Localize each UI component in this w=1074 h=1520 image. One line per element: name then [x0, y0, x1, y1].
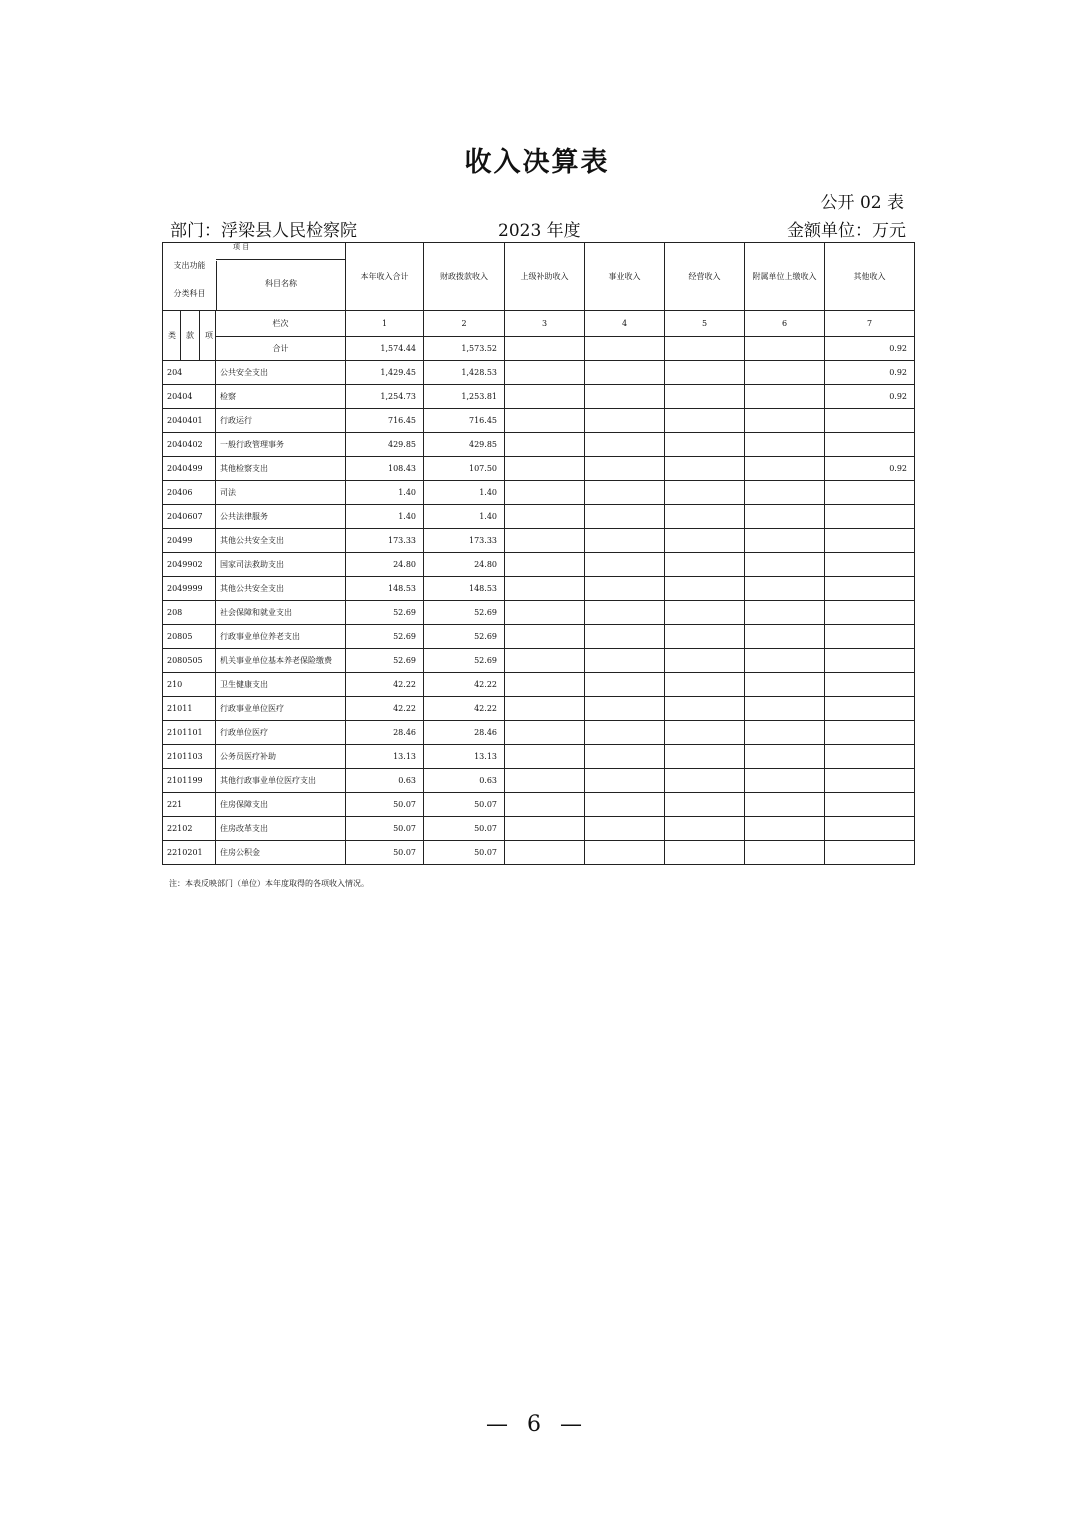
row-c1: 50.07 [346, 793, 424, 817]
row-name: 公共安全支出 [216, 361, 346, 385]
row-c2: 52.69 [424, 649, 505, 673]
year-label: 2023 年度 [498, 221, 581, 241]
row-c4 [585, 625, 665, 649]
row-c7 [825, 697, 915, 721]
row-c4 [585, 457, 665, 481]
header-row [163, 243, 915, 311]
row-c6 [745, 769, 825, 793]
row-code: 2040607 [163, 505, 216, 529]
row-name: 行政运行 [216, 409, 346, 433]
row-c1: 1,429.45 [346, 361, 424, 385]
table-row [163, 505, 915, 529]
row-c1: 0.63 [346, 769, 424, 793]
lanci-label: 栏次 [216, 311, 346, 337]
row-code: 22102 [163, 817, 216, 841]
table-row [163, 385, 915, 409]
row-c1: 148.53 [346, 577, 424, 601]
col-header-2: 财政拨款收入 [424, 243, 505, 311]
total-c6 [745, 337, 825, 361]
col-number-1: 1 [346, 311, 424, 337]
row-c2: 429.85 [424, 433, 505, 457]
total-c2: 1,573.52 [424, 337, 505, 361]
row-c2: 13.13 [424, 745, 505, 769]
row-c1: 173.33 [346, 529, 424, 553]
row-name: 机关事业单位基本养老保险缴费 [216, 649, 346, 673]
row-c6 [745, 673, 825, 697]
row-c5 [665, 553, 745, 577]
row-c4 [585, 673, 665, 697]
row-c2: 42.22 [424, 697, 505, 721]
row-c4 [585, 793, 665, 817]
row-c2: 0.63 [424, 769, 505, 793]
row-code: 20805 [163, 625, 216, 649]
row-code: 20499 [163, 529, 216, 553]
table-row [163, 457, 915, 481]
row-c1: 24.80 [346, 553, 424, 577]
row-c6 [745, 481, 825, 505]
row-code: 21011 [163, 697, 216, 721]
table-row [163, 625, 915, 649]
row-name: 卫生健康支出 [216, 673, 346, 697]
table-row [163, 745, 915, 769]
col-header-6: 附属单位上缴收入 [745, 243, 825, 311]
lei-kuan-xiang-cell [163, 311, 216, 361]
row-c7 [825, 505, 915, 529]
row-c3 [505, 457, 585, 481]
table-row [163, 793, 915, 817]
kuan-label: 款 [186, 331, 194, 340]
row-c6 [745, 625, 825, 649]
row-name: 行政事业单位养老支出 [216, 625, 346, 649]
row-c3 [505, 553, 585, 577]
row-c5 [665, 409, 745, 433]
row-c3 [505, 769, 585, 793]
row-c5 [665, 745, 745, 769]
row-code: 2080505 [163, 649, 216, 673]
row-c3 [505, 505, 585, 529]
table-row [163, 529, 915, 553]
row-code: 20406 [163, 481, 216, 505]
table-row [163, 841, 915, 865]
header-func-line1: 支出功能 [173, 261, 206, 270]
total-c5 [665, 337, 745, 361]
row-name: 住房改革支出 [216, 817, 346, 841]
row-c4 [585, 721, 665, 745]
lanci-row [163, 311, 915, 337]
row-c1: 429.85 [346, 433, 424, 457]
row-c2: 173.33 [424, 529, 505, 553]
form-code: 公开 02 表 [820, 193, 904, 213]
row-c6 [745, 433, 825, 457]
row-c2: 1.40 [424, 505, 505, 529]
row-c4 [585, 745, 665, 769]
row-c7 [825, 553, 915, 577]
total-label: 合计 [216, 337, 346, 361]
row-c5 [665, 697, 745, 721]
row-c4 [585, 361, 665, 385]
row-c4 [585, 433, 665, 457]
row-c4 [585, 577, 665, 601]
row-c6 [745, 793, 825, 817]
row-code: 2101101 [163, 721, 216, 745]
row-code: 2210201 [163, 841, 216, 865]
department-label: 部门：浮梁县人民检察院 [170, 221, 357, 241]
row-name: 检察 [216, 385, 346, 409]
row-c5 [665, 649, 745, 673]
row-c6 [745, 529, 825, 553]
row-name: 住房保障支出 [216, 793, 346, 817]
table-row [163, 697, 915, 721]
row-c2: 50.07 [424, 817, 505, 841]
row-code: 2101199 [163, 769, 216, 793]
row-name: 其他检察支出 [216, 457, 346, 481]
row-c3 [505, 625, 585, 649]
row-c5 [665, 673, 745, 697]
row-c1: 28.46 [346, 721, 424, 745]
row-name: 其他公共安全支出 [216, 529, 346, 553]
row-name: 公务员医疗补助 [216, 745, 346, 769]
row-c3 [505, 745, 585, 769]
row-c1: 1,254.73 [346, 385, 424, 409]
row-name: 一般行政管理事务 [216, 433, 346, 457]
row-c1: 52.69 [346, 625, 424, 649]
row-c4 [585, 409, 665, 433]
row-c3 [505, 529, 585, 553]
row-name: 住房公积金 [216, 841, 346, 865]
row-c2: 28.46 [424, 721, 505, 745]
page-number: — 6 — [486, 1412, 588, 1437]
row-c3 [505, 673, 585, 697]
header-func-line2: 分类科目 [173, 289, 206, 298]
row-c4 [585, 553, 665, 577]
row-c7: 0.92 [825, 361, 915, 385]
row-c1: 1.40 [346, 505, 424, 529]
row-c7 [825, 529, 915, 553]
col-header-5: 经营收入 [665, 243, 745, 311]
row-c2: 52.69 [424, 601, 505, 625]
total-c4 [585, 337, 665, 361]
row-code: 2101103 [163, 745, 216, 769]
row-c6 [745, 721, 825, 745]
col-number-7: 7 [825, 311, 915, 337]
row-c5 [665, 385, 745, 409]
header-xiangmu: 项 目 [233, 243, 250, 251]
table-row [163, 361, 915, 385]
row-c7 [825, 481, 915, 505]
row-c3 [505, 361, 585, 385]
row-c6 [745, 505, 825, 529]
table-row [163, 673, 915, 697]
row-c2: 50.07 [424, 841, 505, 865]
row-c5 [665, 433, 745, 457]
row-c4 [585, 649, 665, 673]
total-row [163, 337, 915, 361]
row-c4 [585, 817, 665, 841]
row-c2: 148.53 [424, 577, 505, 601]
row-name: 国家司法救助支出 [216, 553, 346, 577]
col-number-6: 6 [745, 311, 825, 337]
row-c2: 52.69 [424, 625, 505, 649]
row-c4 [585, 385, 665, 409]
row-c2: 50.07 [424, 793, 505, 817]
row-c5 [665, 361, 745, 385]
row-c7 [825, 649, 915, 673]
row-c7 [825, 769, 915, 793]
row-c4 [585, 601, 665, 625]
row-c6 [745, 649, 825, 673]
row-name: 司法 [216, 481, 346, 505]
row-c1: 108.43 [346, 457, 424, 481]
row-c6 [745, 409, 825, 433]
row-c5 [665, 529, 745, 553]
row-c3 [505, 697, 585, 721]
meta-row [168, 216, 906, 240]
row-c5 [665, 769, 745, 793]
row-c6 [745, 385, 825, 409]
table-note: 注：本表反映部门（单位）本年度取得的各项收入情况。 [169, 879, 369, 888]
row-c3 [505, 385, 585, 409]
row-c1: 50.07 [346, 841, 424, 865]
table-row [163, 649, 915, 673]
row-c3 [505, 481, 585, 505]
page-title: 收入决算表 [464, 147, 610, 178]
row-code: 2040401 [163, 409, 216, 433]
row-name: 公共法律服务 [216, 505, 346, 529]
row-c3 [505, 649, 585, 673]
row-c1: 13.13 [346, 745, 424, 769]
col-header-1: 本年收入合计 [346, 243, 424, 311]
row-c5 [665, 841, 745, 865]
row-c6 [745, 697, 825, 721]
table-row [163, 433, 915, 457]
row-c6 [745, 577, 825, 601]
lei-label: 类 [168, 331, 176, 340]
row-c7 [825, 721, 915, 745]
row-c6 [745, 745, 825, 769]
unit-label: 金额单位：万元 [787, 221, 906, 241]
row-code: 2049902 [163, 553, 216, 577]
row-c7 [825, 409, 915, 433]
row-c2: 107.50 [424, 457, 505, 481]
row-c5 [665, 817, 745, 841]
row-code: 204 [163, 361, 216, 385]
row-c6 [745, 457, 825, 481]
row-c5 [665, 721, 745, 745]
total-c1: 1,574.44 [346, 337, 424, 361]
row-name: 行政事业单位医疗 [216, 697, 346, 721]
row-code: 2040499 [163, 457, 216, 481]
row-name: 其他公共安全支出 [216, 577, 346, 601]
table-row [163, 817, 915, 841]
col-number-4: 4 [585, 311, 665, 337]
row-c7: 0.92 [825, 385, 915, 409]
row-c3 [505, 577, 585, 601]
xiang-label: 项 [205, 331, 213, 340]
table-row [163, 601, 915, 625]
row-c1: 50.07 [346, 817, 424, 841]
row-c1: 52.69 [346, 601, 424, 625]
col-header-4: 事业收入 [585, 243, 665, 311]
row-code: 2040402 [163, 433, 216, 457]
row-c6 [745, 601, 825, 625]
row-c7 [825, 841, 915, 865]
col-number-3: 3 [505, 311, 585, 337]
total-c7: 0.92 [825, 337, 915, 361]
row-c7 [825, 433, 915, 457]
row-c1: 716.45 [346, 409, 424, 433]
row-c1: 42.22 [346, 697, 424, 721]
row-code: 20404 [163, 385, 216, 409]
row-code: 208 [163, 601, 216, 625]
table-row [163, 481, 915, 505]
row-c5 [665, 601, 745, 625]
table-row [163, 769, 915, 793]
row-c7 [825, 745, 915, 769]
row-c5 [665, 481, 745, 505]
row-code: 2049999 [163, 577, 216, 601]
row-c2: 1,253.81 [424, 385, 505, 409]
total-c3 [505, 337, 585, 361]
row-c3 [505, 433, 585, 457]
row-c3 [505, 841, 585, 865]
row-c6 [745, 817, 825, 841]
row-c3 [505, 601, 585, 625]
row-c7 [825, 673, 915, 697]
table-row [163, 553, 915, 577]
row-c6 [745, 841, 825, 865]
row-c2: 1,428.53 [424, 361, 505, 385]
col-number-2: 2 [424, 311, 505, 337]
row-c2: 24.80 [424, 553, 505, 577]
row-c7 [825, 577, 915, 601]
row-code: 221 [163, 793, 216, 817]
row-code: 210 [163, 673, 216, 697]
row-c3 [505, 409, 585, 433]
row-c4 [585, 769, 665, 793]
row-c1: 52.69 [346, 649, 424, 673]
table-row [163, 577, 915, 601]
table-row [163, 721, 915, 745]
row-c2: 42.22 [424, 673, 505, 697]
row-c1: 42.22 [346, 673, 424, 697]
table-row [163, 409, 915, 433]
header-subject-cell [163, 243, 346, 311]
row-c3 [505, 793, 585, 817]
row-c5 [665, 625, 745, 649]
row-c5 [665, 577, 745, 601]
row-c7 [825, 625, 915, 649]
row-c6 [745, 361, 825, 385]
row-c1: 1.40 [346, 481, 424, 505]
row-c5 [665, 793, 745, 817]
row-c7 [825, 793, 915, 817]
row-c3 [505, 817, 585, 841]
row-c4 [585, 697, 665, 721]
row-c2: 716.45 [424, 409, 505, 433]
col-header-3: 上级补助收入 [505, 243, 585, 311]
row-c4 [585, 481, 665, 505]
row-c3 [505, 721, 585, 745]
row-c4 [585, 841, 665, 865]
row-name: 社会保障和就业支出 [216, 601, 346, 625]
header-kemu: 科目名称 [265, 279, 297, 288]
row-c5 [665, 505, 745, 529]
income-table [162, 242, 915, 865]
row-c7: 0.92 [825, 457, 915, 481]
col-number-5: 5 [665, 311, 745, 337]
row-c7 [825, 601, 915, 625]
row-name: 行政单位医疗 [216, 721, 346, 745]
row-c6 [745, 553, 825, 577]
row-c4 [585, 505, 665, 529]
row-name: 其他行政事业单位医疗支出 [216, 769, 346, 793]
row-c2: 1.40 [424, 481, 505, 505]
row-c7 [825, 817, 915, 841]
row-c4 [585, 529, 665, 553]
col-header-7: 其他收入 [825, 243, 915, 311]
row-c5 [665, 457, 745, 481]
